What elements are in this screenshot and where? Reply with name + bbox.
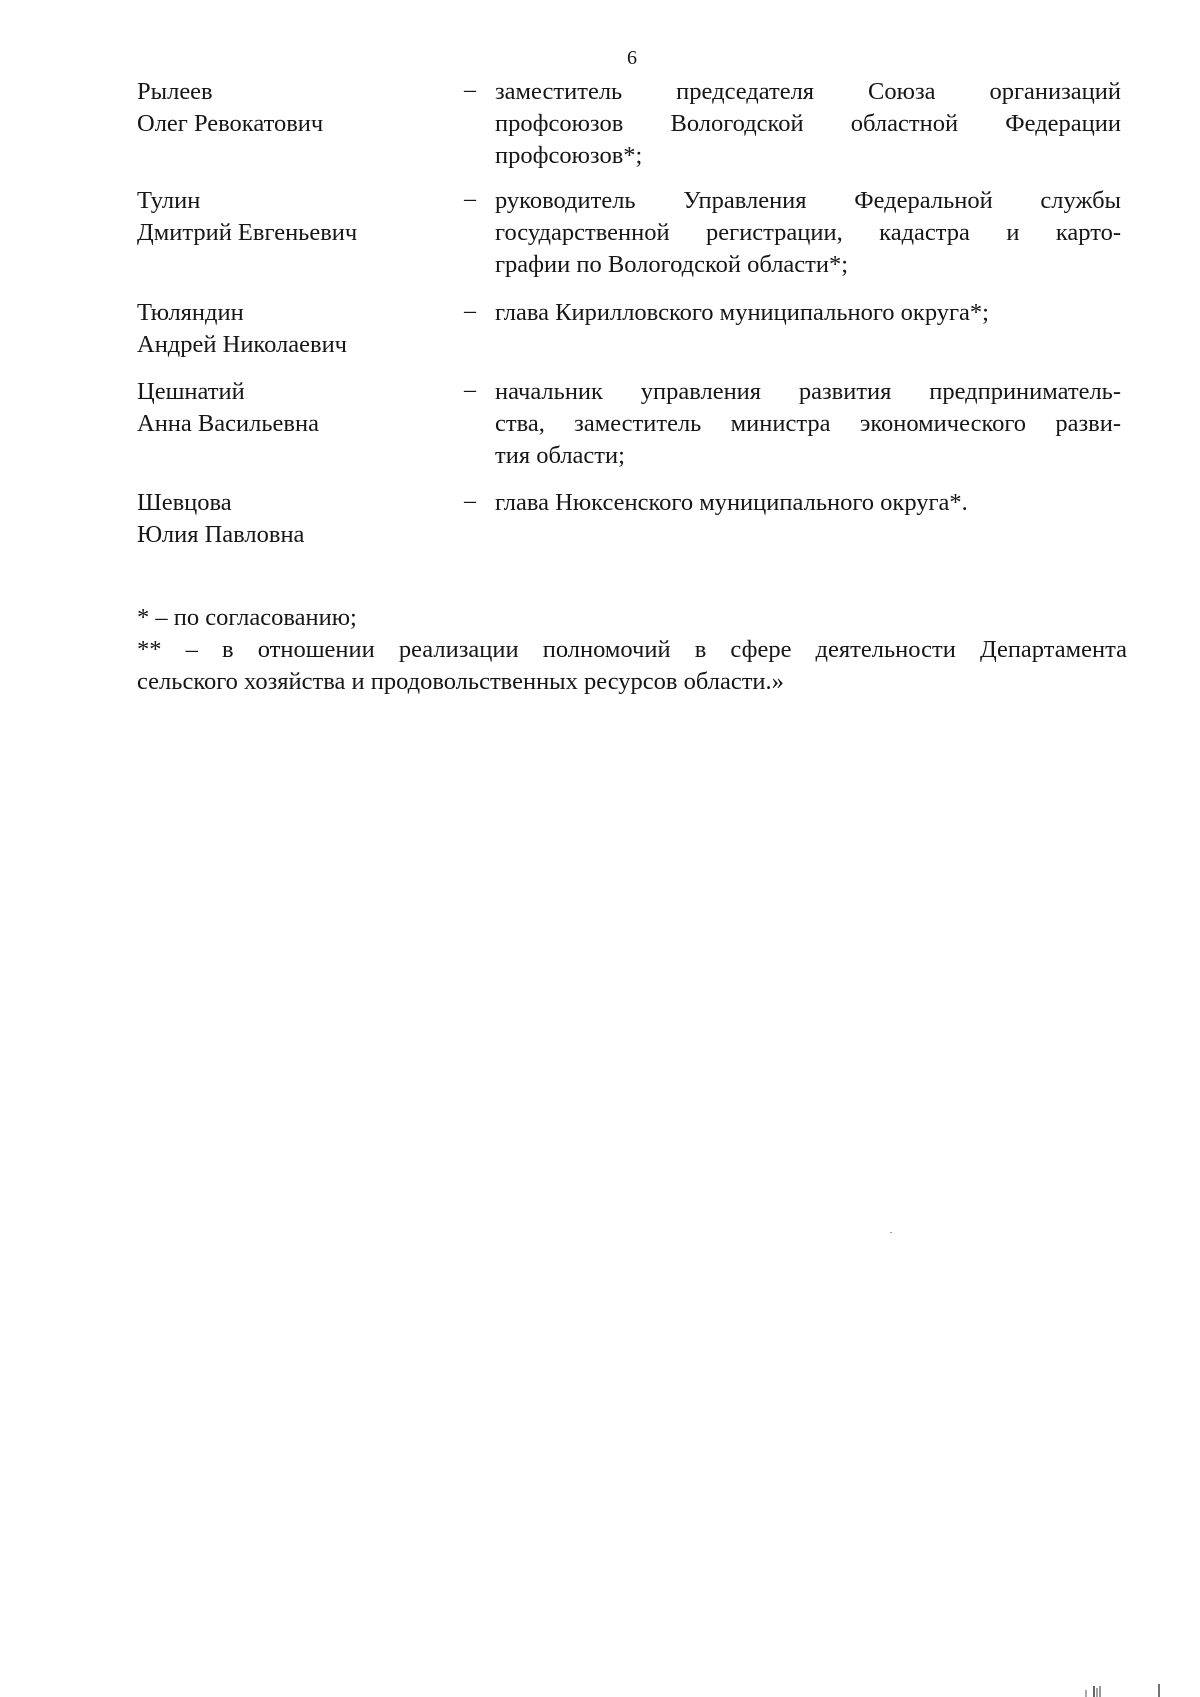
member-given-name: Олег Ревокатович (137, 110, 324, 137)
member-dash: – (464, 186, 476, 212)
position-line: заместитель председателя Союза организаций (495, 78, 1121, 105)
member-dash: – (464, 377, 476, 403)
footnote-double-asterisk-line: ** – в отношении реализации полномочий в сфере деятельности Департамента (137, 636, 1127, 663)
member-surname: Тулин (137, 187, 201, 214)
position-line: руководитель Управления Федеральной службы (495, 187, 1121, 214)
member-name (137, 185, 464, 249)
member-name (137, 297, 464, 361)
member-dash: – (464, 488, 476, 514)
footnotes (137, 602, 1127, 698)
footnote-single-asterisk: * – по согласованию; (137, 604, 357, 631)
member-position (495, 76, 1121, 172)
scan-artifact (1050, 1680, 1170, 1697)
position-line: профсоюзов*; (495, 142, 643, 169)
member-given-name: Дмитрий Евгеньевич (137, 219, 358, 246)
member-position (495, 185, 1121, 281)
member-name (137, 76, 464, 140)
member-position (495, 487, 1121, 519)
position-line: ства, заместитель министра экономического разви- (495, 410, 1121, 437)
member-surname: Рылеев (137, 78, 213, 105)
member-given-name: Андрей Николаевич (137, 331, 347, 358)
position-line: государственной регистрации, кадастра и карто- (495, 219, 1121, 246)
member-surname: Тюляндин (137, 299, 244, 326)
member-surname: Цешнатий (137, 378, 245, 405)
member-entry (137, 185, 1122, 281)
member-name (137, 376, 464, 440)
position-line: глава Нюксенского муниципального округа*. (495, 489, 968, 516)
position-line: графии по Вологодской области*; (495, 251, 849, 278)
scan-artifact (890, 1232, 892, 1233)
member-entry (137, 376, 1122, 472)
member-given-name: Юлия Павловна (137, 521, 305, 548)
member-given-name: Анна Васильевна (137, 410, 319, 437)
page-number: 6 (627, 47, 637, 69)
member-entry (137, 297, 1122, 361)
position-line: профсоюзов Вологодской областной Федерации (495, 110, 1121, 137)
member-entry (137, 487, 1122, 551)
member-dash: – (464, 298, 476, 324)
member-surname: Шевцова (137, 489, 232, 516)
position-line: глава Кирилловского муниципального округа*; (495, 299, 989, 326)
member-entry (137, 76, 1122, 172)
member-position (495, 376, 1121, 472)
member-dash: – (464, 77, 476, 103)
footnote-double-asterisk-line: сельского хозяйства и продовольственных ресурсов области.» (137, 668, 784, 695)
members-list (137, 76, 1122, 566)
member-position (495, 297, 1121, 329)
position-line: начальник управления развития предприниматель- (495, 378, 1121, 405)
position-line: тия области; (495, 442, 625, 469)
member-name (137, 487, 464, 551)
